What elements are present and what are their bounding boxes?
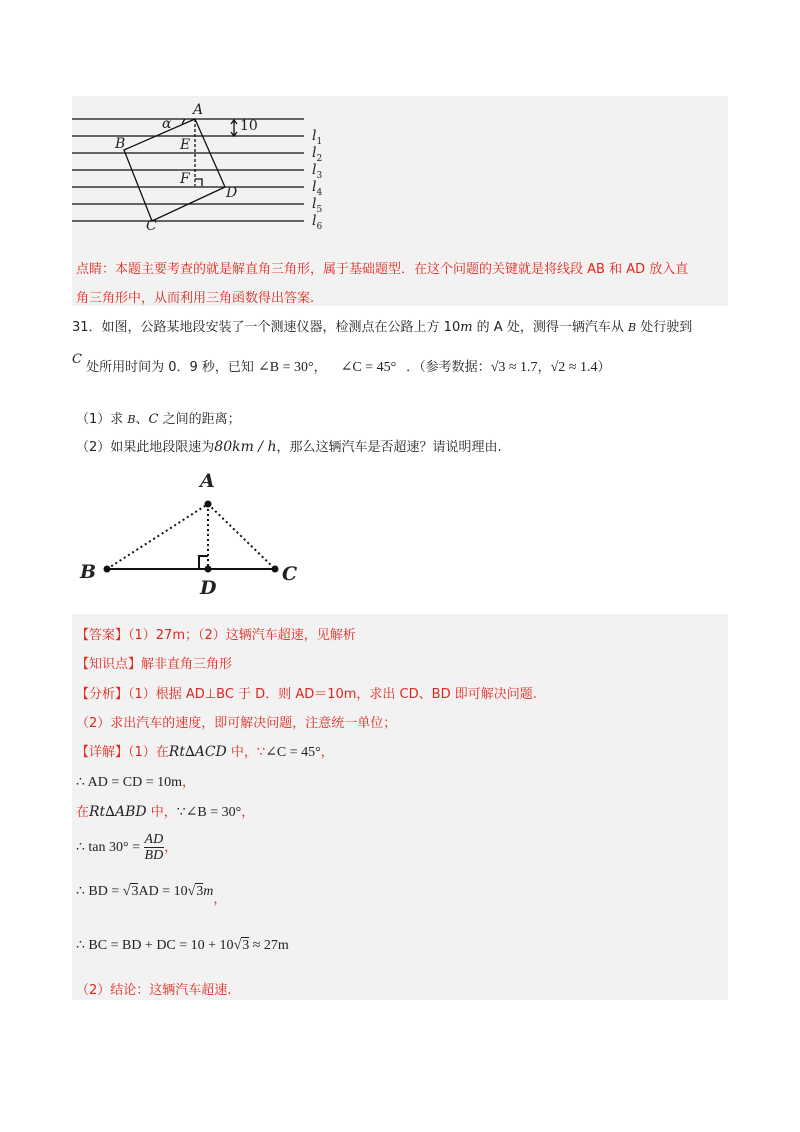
detail-line-1: 【详解】（1）在Rt∆ACD 中，∵∠C = 45°，	[76, 744, 334, 760]
triangle-diagram	[100, 490, 340, 600]
point-a	[205, 501, 212, 508]
right-angle-mark	[195, 179, 202, 186]
analysis-line-2: （2）求出汽车的速度，即可解决问题，注意统一单位；	[76, 716, 397, 731]
question-31-line-2: C 处所用时间为 0．9 秒，已知 ∠B = 30°， ∠C = 45° ．（参考数据：√3 ≈ 1.7，√2 ≈ 1.4）	[72, 352, 611, 375]
detail-line-3: 在Rt∆ABD 中，∵∠B = 30°，	[76, 804, 255, 820]
segment-ab	[107, 504, 208, 569]
line-label-2: $l_2$	[312, 145, 323, 164]
line-label-5: $l_5$	[312, 196, 323, 215]
parallel-lines-diagram	[72, 104, 352, 244]
solution-block-prev	[72, 96, 728, 306]
answer-line: 【答案】（1）27m；（2）这辆汽车超速，见解析	[76, 628, 356, 643]
point-c	[272, 566, 279, 573]
question-31-line-1: 31．如图，公路某地段安装了一个测速仪器，检测点在公路上方 10m 的 A 处，测得一辆汽车从 B 处行驶到	[72, 320, 693, 335]
detail-line-2: ∴ AD = CD = 10m，	[76, 775, 195, 790]
sub-question-2: （2）如果此地段限速为80km / h，那么这辆汽车是否超速？请说明理由.	[76, 439, 502, 455]
label-ten: 10	[240, 118, 258, 134]
answer-block	[72, 614, 728, 1000]
detail-line-4: ∴ tan 30° = $\frac{AD}{BD}$ ，	[76, 832, 178, 863]
point-b	[104, 566, 111, 573]
detail-line-7: （2）结论：这辆汽车超速.	[76, 983, 232, 998]
label-f: F	[180, 171, 190, 187]
point-d	[205, 566, 212, 573]
sub-question-1: （1）求 B、C 之间的距离；	[76, 412, 241, 427]
label-c: C	[146, 218, 157, 234]
diagram2-label-a: A	[200, 470, 215, 492]
line-label-3: $l_3$	[312, 162, 323, 181]
knowledge-point-line: 【知识点】解非直角三角形	[76, 657, 233, 672]
line-label-6: $l_6$	[312, 213, 323, 232]
diagram2-label-b: B	[80, 561, 97, 583]
line-label-4: $l_4$	[312, 179, 323, 198]
fraction-ad-bd: $\frac{AD}{BD}$	[144, 832, 164, 863]
diagram2-label-d: D	[200, 577, 217, 599]
diagram2-label-c: C	[282, 563, 298, 585]
label-alpha: α	[162, 116, 172, 132]
label-d: D	[226, 185, 238, 201]
line-label-1: $l_1$	[312, 128, 323, 147]
analysis-line-1: 【分析】（1）根据 AD⊥BC 于 D．则 AD＝10m，求出 CD、BD 即可解决问题.	[76, 687, 537, 702]
label-e: E	[180, 137, 191, 153]
label-a: A	[193, 102, 204, 118]
comment-line-1: 点睛：本题主要考查的就是解直角三角形，属于基础题型．在这个问题的关键就是将线段 AB 和 AD 放入直	[76, 262, 689, 277]
comment-line-2: 角三角形中，从而利用三角函数得出答案.	[76, 291, 315, 306]
detail-line-5: ∴ BD = √3AD = 10√3m，	[76, 884, 227, 907]
segment-ac	[208, 504, 275, 569]
label-b: B	[115, 136, 126, 152]
detail-line-6: ∴ BC = BD + DC = 10 + 10√3 ≈ 27m	[76, 938, 289, 953]
